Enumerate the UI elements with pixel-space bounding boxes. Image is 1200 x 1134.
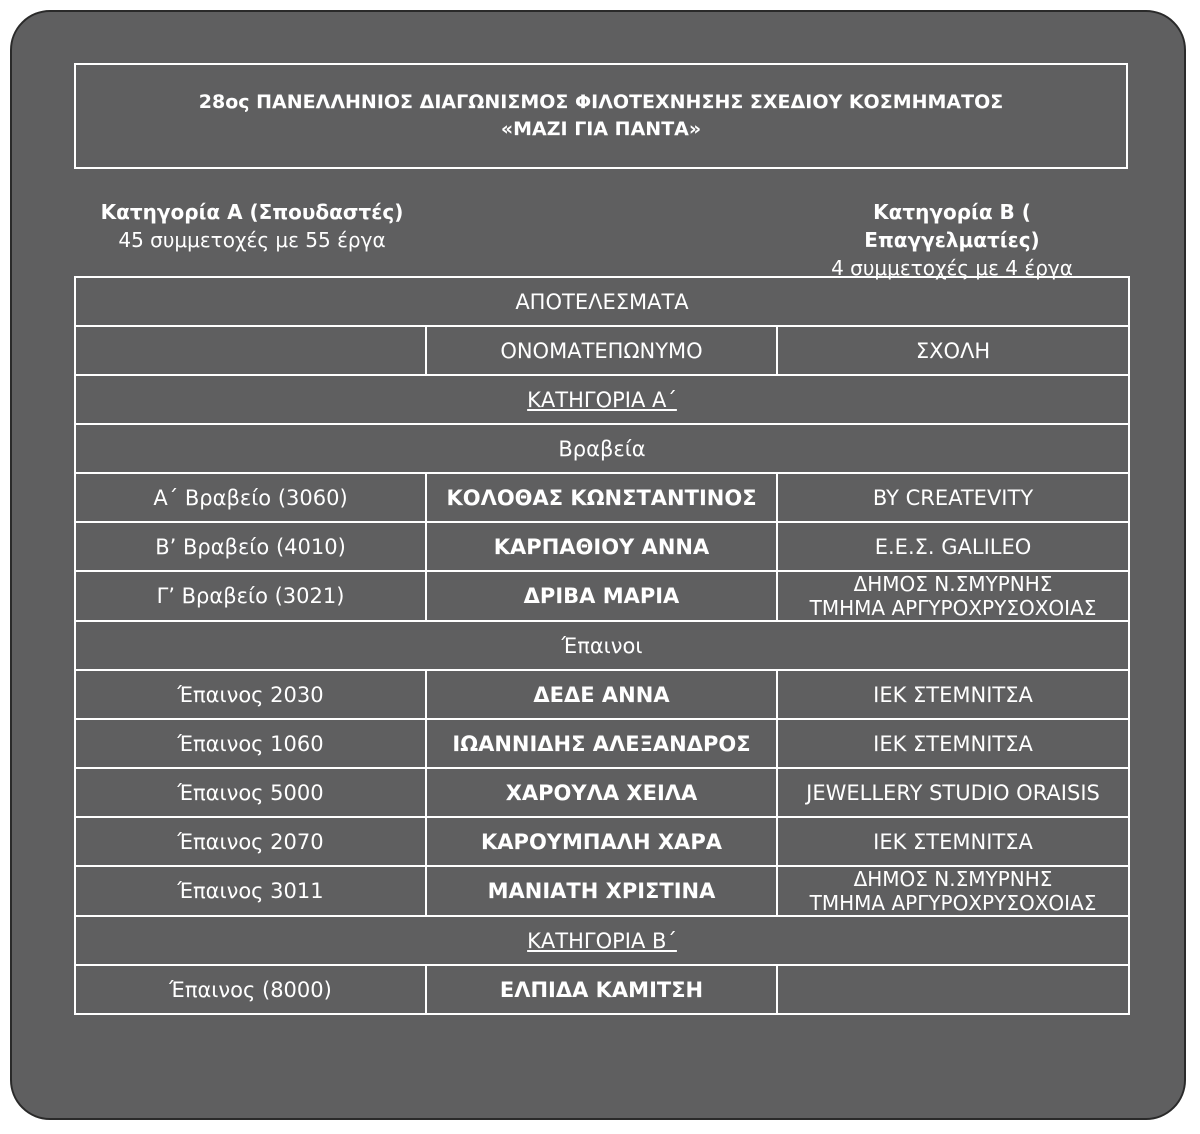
- table-title: ΑΠΟΤΕΛΕΣΜΑΤΑ: [75, 277, 1129, 326]
- category-b-summary: [782, 198, 1122, 282]
- section-a-row: [75, 375, 1129, 424]
- name-cell: ΔΡΙΒΑ ΜΑΡΙΑ: [426, 571, 777, 621]
- table-row: [75, 670, 1129, 719]
- commendations-heading: Έπαινοι: [75, 621, 1129, 670]
- school-cell: Ε.Ε.Σ. GALILEO: [777, 522, 1129, 571]
- column-header-row: [75, 326, 1129, 375]
- school-cell: ΙΕΚ ΣΤΕΜΝΙΤΣΑ: [777, 719, 1129, 768]
- awards-heading-row: [75, 424, 1129, 473]
- competition-title-box: [74, 63, 1128, 169]
- results-card: [10, 10, 1186, 1120]
- section-b-heading: ΚΑΤΗΓΟΡΙΑ Β΄: [527, 928, 677, 953]
- award-cell: Γ’ Βραβείο (3021): [75, 571, 426, 621]
- category-b-subtitle: 4 συμμετοχές με 4 έργα: [831, 256, 1073, 280]
- school-cell: [777, 965, 1129, 1014]
- commendations-heading-row: [75, 621, 1129, 670]
- school-line-1: ΔΗΜΟΣ Ν.ΣΜΥΡΝΗΣ: [853, 867, 1053, 891]
- award-cell: Έπαινος 5000: [75, 768, 426, 817]
- table-row: [75, 571, 1129, 621]
- category-b-title: Κατηγορία Β ( Επαγγελματίες): [864, 200, 1040, 252]
- category-a-subtitle: 45 συμμετοχές με 55 έργα: [118, 228, 386, 252]
- school-cell: BY CREATEVITY: [777, 473, 1129, 522]
- name-cell: ΚΟΛΟΘΑΣ ΚΩΝΣΤΑΝΤΙΝΟΣ: [426, 473, 777, 522]
- table-title-row: [75, 277, 1129, 326]
- awards-heading: Βραβεία: [75, 424, 1129, 473]
- table-row: [75, 768, 1129, 817]
- column-header-name: ΟΝΟΜΑΤΕΠΩΝΥΜΟ: [426, 326, 777, 375]
- table-row: [75, 965, 1129, 1014]
- column-header-award: [75, 326, 426, 375]
- name-cell: ΜΑΝΙΑΤΗ ΧΡΙΣΤΙΝΑ: [426, 866, 777, 916]
- table-row: [75, 473, 1129, 522]
- school-line-2: ΤΜΗΜΑ ΑΡΓΥΡΟΧΡΥΣΟΧΟΙΑΣ: [809, 891, 1097, 915]
- award-cell: Β’ Βραβείο (4010): [75, 522, 426, 571]
- category-a-summary: [92, 198, 412, 254]
- name-cell: ΚΑΡΠΑΘΙΟΥ ΑΝΝΑ: [426, 522, 777, 571]
- competition-subtitle: «ΜΑΖΙ ΓΙΑ ΠΑΝΤΑ»: [500, 118, 702, 140]
- name-cell: ΙΩΑΝΝΙΔΗΣ ΑΛΕΞΑΝΔΡΟΣ: [426, 719, 777, 768]
- school-cell: [777, 866, 1129, 916]
- award-cell: Έπαινος 2030: [75, 670, 426, 719]
- results-table: [74, 276, 1130, 1015]
- table-row: [75, 817, 1129, 866]
- school-line-2: ΤΜΗΜΑ ΑΡΓΥΡΟΧΡΥΣΟΧΟΙΑΣ: [809, 596, 1097, 620]
- section-b-row: [75, 916, 1129, 965]
- competition-title: 28ος ΠΑΝΕΛΛΗΝΙΟΣ ΔΙΑΓΩΝΙΣΜΟΣ ΦΙΛΟΤΕΧΝΗΣΗΣ ΣΧΕΔΙΟΥ ΚΟΣΜΗΜΑΤΟΣ: [198, 91, 1004, 113]
- award-cell: Έπαινος 1060: [75, 719, 426, 768]
- award-cell: Έπαινος 2070: [75, 817, 426, 866]
- name-cell: ΧΑΡΟΥΛΑ ΧΕΙΛΑ: [426, 768, 777, 817]
- school-line-1: ΔΗΜΟΣ Ν.ΣΜΥΡΝΗΣ: [853, 572, 1053, 596]
- school-cell: JEWELLERY STUDIO ORAISIS: [777, 768, 1129, 817]
- award-cell: Α΄ Βραβείο (3060): [75, 473, 426, 522]
- school-cell: ΙΕΚ ΣΤΕΜΝΙΤΣΑ: [777, 817, 1129, 866]
- award-cell: Έπαινος (8000): [75, 965, 426, 1014]
- table-row: [75, 866, 1129, 916]
- name-cell: ΕΛΠΙΔΑ ΚΑΜΙΤΣΗ: [426, 965, 777, 1014]
- table-row: [75, 522, 1129, 571]
- column-header-school: ΣΧΟΛΗ: [777, 326, 1129, 375]
- school-cell: ΙΕΚ ΣΤΕΜΝΙΤΣΑ: [777, 670, 1129, 719]
- section-a-heading: ΚΑΤΗΓΟΡΙΑ Α΄: [527, 387, 677, 412]
- name-cell: ΔΕΔΕ ΑΝΝΑ: [426, 670, 777, 719]
- category-a-title: Κατηγορία Α (Σπουδαστές): [100, 200, 404, 224]
- school-cell: [777, 571, 1129, 621]
- award-cell: Έπαινος 3011: [75, 866, 426, 916]
- table-row: [75, 719, 1129, 768]
- name-cell: ΚΑΡΟΥΜΠΑΛΗ ΧΑΡΑ: [426, 817, 777, 866]
